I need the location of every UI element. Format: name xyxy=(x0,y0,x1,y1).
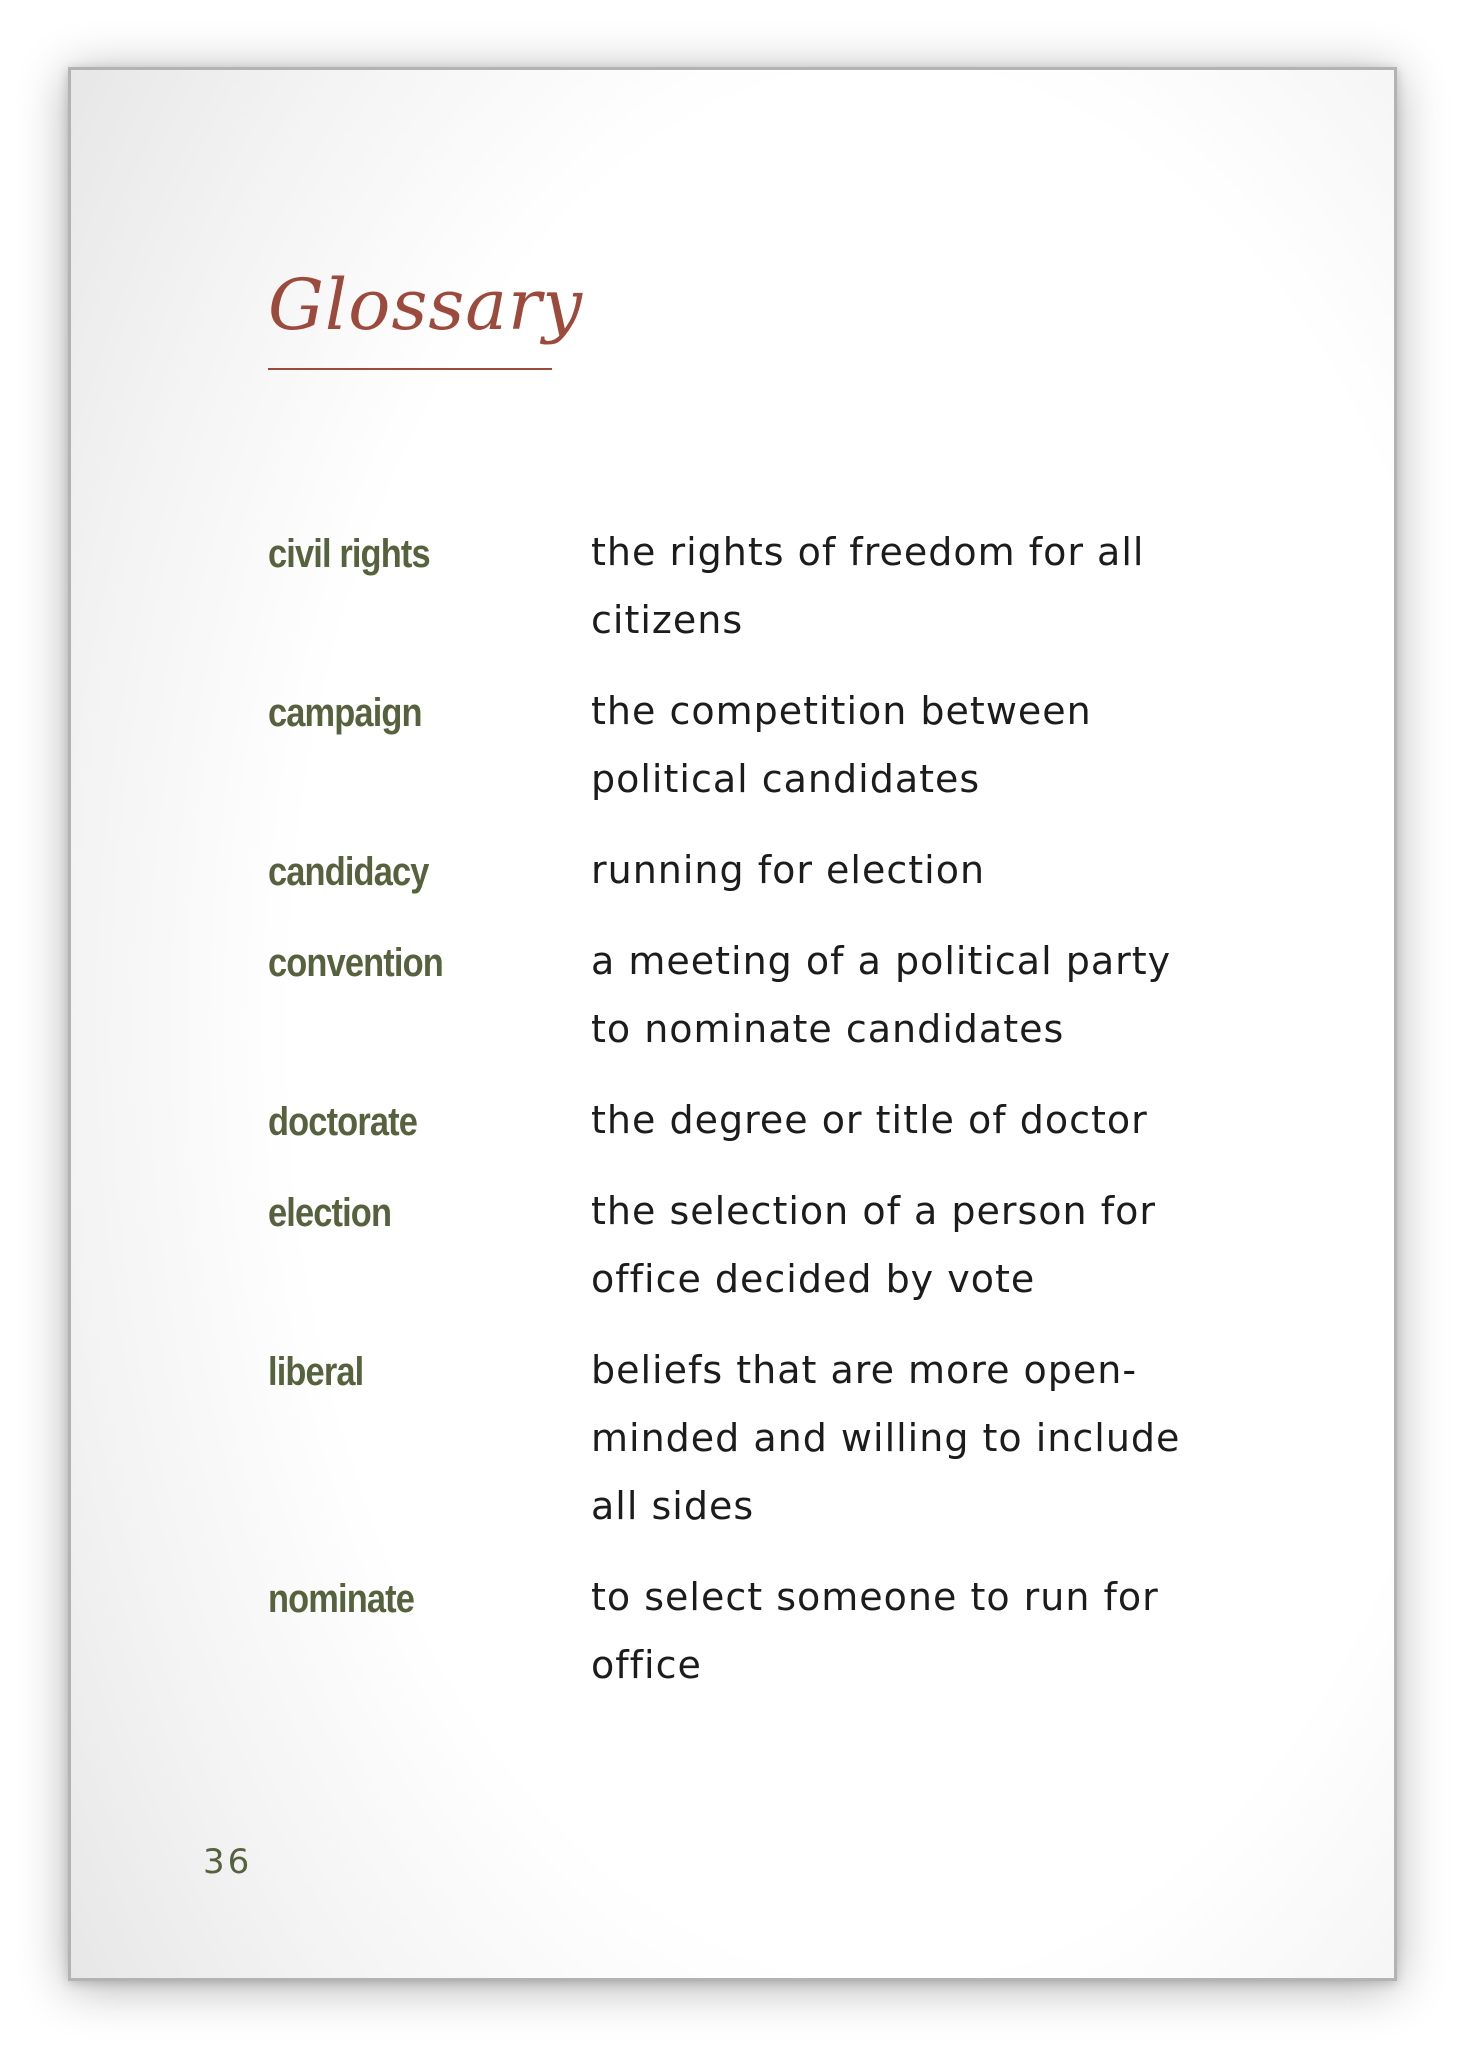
glossary-list xyxy=(268,528,1268,1732)
glossary-term: liberal xyxy=(268,1350,364,1394)
glossary-entry xyxy=(268,937,1268,1063)
title-underline xyxy=(268,368,552,370)
definition-line: minded and willing to include xyxy=(591,1416,1181,1460)
glossary-definition xyxy=(591,518,1144,654)
glossary-definition xyxy=(591,677,1092,813)
definition-line: to select someone to run for xyxy=(591,1575,1159,1619)
definition-line: political candidates xyxy=(591,757,981,801)
glossary-term: election xyxy=(268,1191,392,1235)
definition-line: the competition between xyxy=(591,689,1092,733)
definition-line: the degree or title of doctor xyxy=(591,1098,1148,1142)
glossary-term: candidacy xyxy=(268,850,429,894)
glossary-entry xyxy=(268,1096,1268,1154)
definition-line: office decided by vote xyxy=(591,1257,1036,1301)
definition-line: the rights of freedom for all xyxy=(591,530,1145,574)
definition-line: citizens xyxy=(591,598,744,642)
glossary-definition xyxy=(591,836,985,904)
glossary-entry xyxy=(268,687,1268,813)
glossary-definition xyxy=(591,1086,1148,1154)
page-title: Glossary xyxy=(268,264,584,346)
page-number: 36 xyxy=(203,1842,253,1882)
glossary-term: campaign xyxy=(268,691,422,735)
glossary-definition xyxy=(591,927,1171,1063)
definition-line: beliefs that are more open- xyxy=(591,1348,1138,1392)
glossary-definition xyxy=(591,1177,1156,1313)
glossary-term: civil rights xyxy=(268,532,430,576)
glossary-entry xyxy=(268,1187,1268,1313)
glossary-term: nominate xyxy=(268,1577,415,1621)
definition-line: all sides xyxy=(591,1484,755,1528)
book-page xyxy=(68,67,1397,1981)
definition-line: office xyxy=(591,1643,702,1687)
glossary-entry xyxy=(268,846,1268,904)
glossary-term: doctorate xyxy=(268,1100,417,1144)
glossary-entry xyxy=(268,528,1268,654)
glossary-definition xyxy=(591,1336,1180,1540)
definition-line: to nominate candidates xyxy=(591,1007,1065,1051)
definition-line: running for election xyxy=(591,848,986,892)
glossary-term: convention xyxy=(268,941,443,985)
definition-line: a meeting of a political party xyxy=(591,939,1172,983)
definition-line: the selection of a person for xyxy=(591,1189,1156,1233)
glossary-entry xyxy=(268,1573,1268,1699)
glossary-entry xyxy=(268,1346,1268,1540)
glossary-definition xyxy=(591,1563,1159,1699)
